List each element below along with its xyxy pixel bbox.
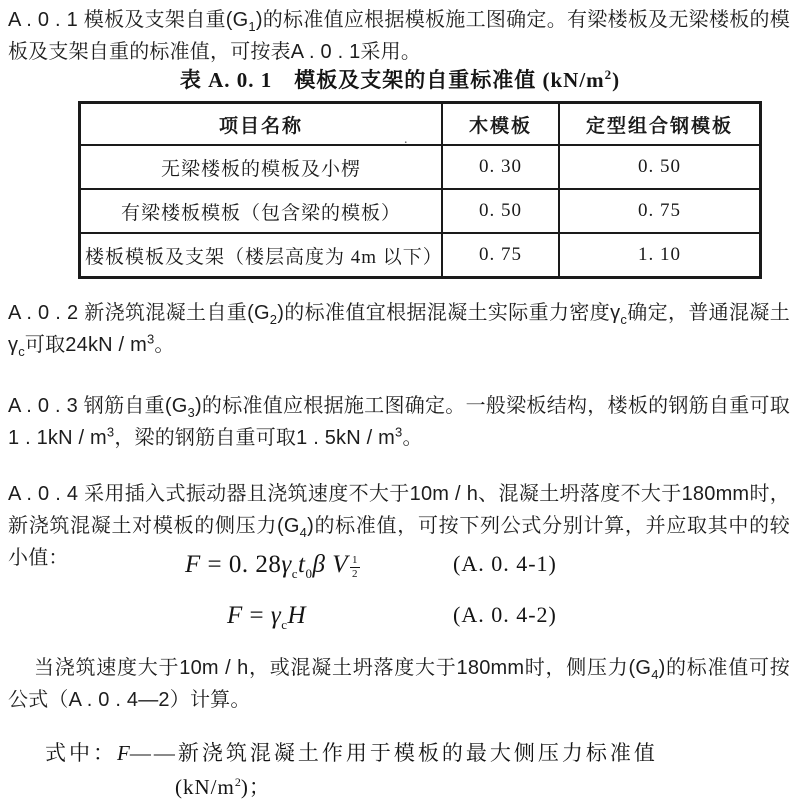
wood-value: 0. 75 <box>442 233 559 278</box>
paragraph-a0-2: A . 0 . 2 新浇筑混凝土自重$(G_2)$的标准值宜根据混凝土实际重力密度$\gamma_c$确定，普通混凝土$\gamma_c$可取$24kN / m^3$。 <box>8 302 790 359</box>
where-clause-unit: $(kN/m^2)$； <box>175 775 271 799</box>
row-label: 楼板模板及支架（楼层高度为 4m 以下） <box>80 233 443 278</box>
scan-artifact-dot: . <box>404 132 408 147</box>
formula-label-a0-4-2: (A. 0. 4-2) <box>453 602 557 627</box>
steel-value: 0. 75 <box>559 189 761 233</box>
table-caption: 表 A. 0. 1 模板及支架的自重标准值 $(kN/m^2)$ <box>179 67 621 92</box>
paragraph-a0-3: A . 0 . 3 钢筋自重$(G_3)$的标准值应根据施工图确定。一般梁板结构，楼板的钢筋自重可取1 . $1kN / m^3$，梁的钢筋自重可取1 . $5kN / m^3$。 <box>8 395 790 449</box>
col-header-item-name: 项目名称 <box>80 103 443 146</box>
where-clause <box>45 736 658 804</box>
formula-a0-4-1 <box>0 551 800 591</box>
wood-value: 0. 30 <box>442 145 559 189</box>
steel-value: 1. 10 <box>559 233 761 278</box>
table-row <box>80 145 761 189</box>
paragraph-a0-1: A . 0 . 1 模板及支架自重$(G_1)$的标准值应根据模板施工图确定。有梁楼板及无梁楼板的模板及支架自重的标准值，可按表A . 0 . 1采用。 <box>8 9 790 63</box>
table-header-row <box>80 103 761 146</box>
col-header-steel-formwork: 定型组合钢模板 <box>559 103 761 146</box>
steel-value: 0. 50 <box>559 145 761 189</box>
formula-label-a0-4-1: (A. 0. 4-1) <box>453 551 557 576</box>
col-header-wood-formwork: 木模板 <box>442 103 559 146</box>
formula-a0-4-2 <box>0 602 800 642</box>
paragraph-pouring-speed: 当浇筑速度大于10m / h，或混凝土坍落度大于180mm时，侧压力$(G_4)$的标准值可按公式（A . 0 . 4—2）计算。 <box>8 657 791 711</box>
formula-a0-4-2-expression: $F = \gamma_cH$ <box>227 602 307 632</box>
paragraph-a0-4: A . 0 . 4 采用插入式振动器且浇筑速度不大于10m / h、混凝土坍落度不大于180mm时，新浇筑混凝土对模板的侧压力$(G_4)$的标准值，可按下列公式分别计算，并应取其中的较小值： <box>8 483 790 569</box>
table-row <box>80 233 761 278</box>
row-label: 有梁楼板模板（包含梁的模板） <box>80 189 443 233</box>
row-label: 无梁楼板的模板及小楞 <box>80 145 443 189</box>
where-clause-line1: 式中：F——新浇筑混凝土作用于模板的最大侧压力标准值 <box>45 741 658 765</box>
table-row <box>80 189 761 233</box>
wood-value: 0. 50 <box>442 189 559 233</box>
formula-a0-4-1-expression: F = 0. $28\gamma_ct_0\beta$ V $\frac{1}{2}$ <box>185 551 358 581</box>
load-standard-table <box>78 101 762 279</box>
